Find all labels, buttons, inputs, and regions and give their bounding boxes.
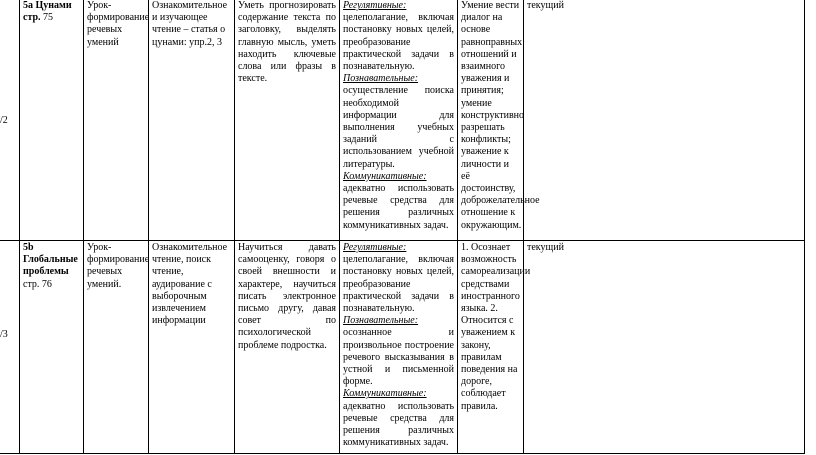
control-cell	[524, 0, 805, 241]
topic-title: 5a Цунами стр.	[23, 0, 72, 24]
control-type: текущий	[527, 0, 564, 11]
lesson-number: /3	[0, 329, 8, 340]
topic-page: стр. 76	[23, 278, 52, 290]
lesson-type: Урок-формирование речевых умений.	[87, 242, 150, 290]
subject-results: Научиться давать самооценку, говоря о своей внешности и характере, научиться писать электронное письмо другу, давая совет по психологической проблеме подростка.	[238, 242, 336, 351]
personal-results-cell	[458, 0, 540, 241]
uud-cell	[340, 0, 458, 241]
uud-text-regulative: целеполагание, включая постановку новых целей, преобразование практической задачи в познавательную.	[343, 254, 454, 315]
control-cell	[524, 241, 805, 454]
topic-title: 5b Глобальные проблемы	[23, 242, 78, 278]
personal-results: Умение вести диалог на основе равноправных отношений и взаимного уважения и принятия; умение конструктивно разрешать конфликты; уважение к личности и её достоинству, доброжелательное отношение к окружающим.	[461, 0, 540, 231]
uud-heading-regulative: Регулятивные:	[343, 242, 407, 253]
activity-text: Ознакомительное чтение, поиск чтение, аудирование с выборочным извлечением информации	[152, 242, 228, 327]
uud-text-regulative: целеполагание, включая постановку новых целей, преобразование практической задачи в познавательную.	[343, 12, 454, 73]
uud-heading-cognitive: Познавательные:	[343, 73, 419, 85]
topic-cell	[20, 0, 84, 241]
uud-text-cognitive: осознанное и произвольное построение речевого высказывания в устной и письменной форме.	[343, 327, 454, 388]
lesson-type-cell	[84, 241, 149, 454]
lesson-type: Урок-формирование речевых умений	[87, 0, 150, 48]
control-type: текущий	[527, 242, 564, 253]
activity-cell	[149, 241, 235, 454]
topic-page: 75	[40, 12, 54, 24]
lesson-type-cell	[84, 0, 149, 241]
activity-cell	[149, 0, 235, 241]
activity-text: Ознакомительное и изучающее чтение – статья о цунами: упр.2, 3	[152, 0, 228, 48]
personal-results-cell	[458, 241, 531, 454]
subject-results-cell	[235, 241, 340, 454]
subject-results-cell	[235, 0, 340, 241]
uud-heading-regulative: Регулятивные:	[343, 0, 407, 11]
uud-text-communicative: адекватно использовать речевые средства для решения различных коммуникативных задач.	[343, 183, 454, 231]
uud-heading-communicative: Коммуникативные:	[343, 388, 427, 400]
lesson-number-cell	[0, 241, 20, 454]
uud-heading-cognitive: Познавательные:	[343, 315, 419, 327]
personal-results: 1. Осознает возможность самореализации средствами иностранного языка. 2. Относится с уважением к закону, правилам поведения на дороге, соблюдает правила.	[461, 242, 531, 412]
uud-heading-communicative: Коммуникативные:	[343, 170, 427, 182]
table-row	[0, 241, 805, 454]
uud-text-cognitive: осуществление поиска необходимой информации для выполнения учебных заданий с использованием учебной литературы.	[343, 85, 454, 170]
lesson-number: /2	[0, 115, 8, 126]
subject-results: Уметь прогнозировать содержание текста по заголовку, выделять главную мысль, уметь находить ключевые слова или фразы в тексте.	[238, 0, 336, 85]
topic-cell	[20, 241, 84, 454]
lesson-number-cell	[0, 0, 20, 241]
uud-text-communicative: адекватно использовать речевые средства для решения различных коммуникативных задач.	[343, 400, 454, 449]
uud-cell	[340, 241, 458, 454]
